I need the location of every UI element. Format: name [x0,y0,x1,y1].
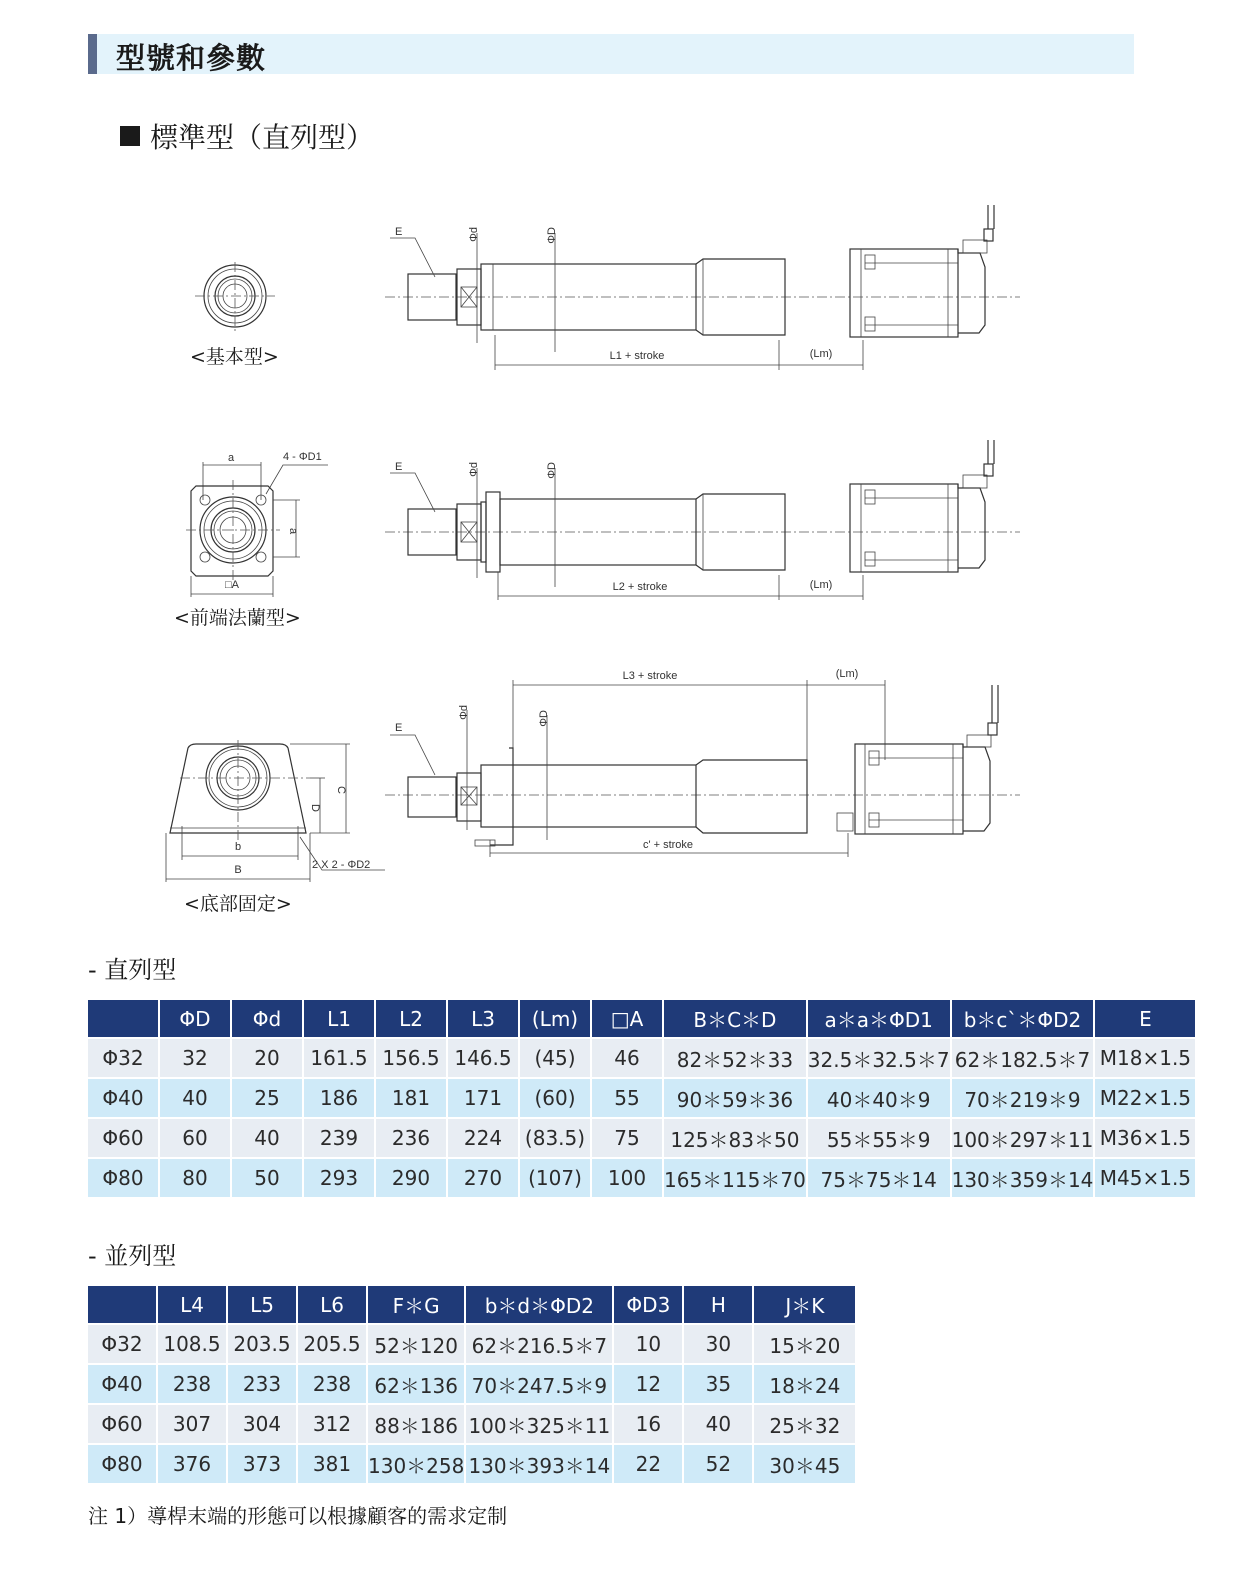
parallel-spec-table [86,1284,857,1485]
svg-text:D: D [309,804,321,812]
foot-side-view-drawing [385,665,1025,860]
table-row [88,1405,855,1443]
table-cell: 238 [298,1365,366,1403]
table-cell: 236 [376,1119,446,1157]
basic-type-caption: <基本型> [190,346,279,368]
table-cell: 156.5 [376,1039,446,1077]
svg-text:Φd: Φd [468,462,480,477]
svg-text:a: a [287,528,299,535]
column-header: F＊G [368,1286,464,1323]
column-header: ΦD [160,1000,230,1037]
table-cell: 293 [304,1159,374,1197]
table-cell: 70＊219＊9 [952,1079,1094,1117]
flange-end-view-drawing [178,450,338,600]
column-header: Φd [232,1000,302,1037]
svg-text:E: E [395,226,403,238]
table-cell: 46 [592,1039,662,1077]
table-cell: 307 [158,1405,226,1443]
table-cell: 376 [158,1445,226,1483]
table-cell: M36×1.5 [1095,1119,1195,1157]
square-bullet-icon [120,126,140,146]
inline-table-heading: - 直列型 [88,956,177,984]
table-cell: 290 [376,1159,446,1197]
table-cell: M45×1.5 [1095,1159,1195,1197]
table-cell: 20 [232,1039,302,1077]
table-cell: 130＊258 [368,1445,464,1483]
table-cell: Φ60 [88,1119,158,1157]
table-cell: 52 [684,1445,752,1483]
table-cell: 130＊393＊14 [466,1445,612,1483]
table-cell: 161.5 [304,1039,374,1077]
table-cell: 238 [158,1365,226,1403]
basic-end-view-drawing [190,262,280,342]
table-row [88,1119,1195,1157]
table-cell: 186 [304,1079,374,1117]
column-header: L6 [298,1286,366,1323]
table-cell: 181 [376,1079,446,1117]
svg-text:2 X 2 - ΦD2: 2 X 2 - ΦD2 [312,859,371,871]
table-row [88,1159,1195,1197]
table-cell: 52＊120 [368,1325,464,1363]
subtitle [120,116,374,156]
title-accent-bar [88,34,97,74]
svg-text:4 - ΦD1: 4 - ΦD1 [283,451,322,463]
table-cell: 32 [160,1039,230,1077]
table-cell: Φ60 [88,1405,156,1443]
table-cell: 80 [160,1159,230,1197]
table-cell: 55 [592,1079,662,1117]
column-header: b＊c`＊ΦD2 [952,1000,1094,1037]
bottom-fixed-caption: <底部固定> [184,893,292,915]
table-cell: 10 [614,1325,682,1363]
table-cell: (45) [520,1039,590,1077]
table-cell: 62＊136 [368,1365,464,1403]
table-cell: 15＊20 [754,1325,855,1363]
foot-end-view-drawing [160,740,390,890]
column-header: □A [592,1000,662,1037]
table-cell: 30＊45 [754,1445,855,1483]
table-cell: 40 [232,1119,302,1157]
table-cell: 270 [448,1159,518,1197]
svg-text:L1 + stroke: L1 + stroke [609,350,665,362]
table-cell: M22×1.5 [1095,1079,1195,1117]
svg-text:(Lm): (Lm) [835,668,859,680]
column-header [88,1000,158,1037]
table-cell: Φ80 [88,1159,158,1197]
table-cell: 82＊52＊33 [664,1039,806,1077]
table-row [88,1039,1195,1077]
table-cell: 35 [684,1365,752,1403]
table-cell: 50 [232,1159,302,1197]
table-cell: 75 [592,1119,662,1157]
svg-text:Φd: Φd [458,705,470,720]
front-flange-caption: <前端法蘭型> [174,607,301,629]
table-cell: 312 [298,1405,366,1443]
column-header: J＊K [754,1286,855,1323]
table-cell: (60) [520,1079,590,1117]
table-cell: Φ80 [88,1445,156,1483]
column-header: L3 [448,1000,518,1037]
table-cell: 40 [160,1079,230,1117]
svg-text:E: E [395,461,403,473]
table-cell: 18＊24 [754,1365,855,1403]
table-cell: (83.5) [520,1119,590,1157]
table-cell: 125＊83＊50 [664,1119,806,1157]
table-cell: 25 [232,1079,302,1117]
table-cell: 25＊32 [754,1405,855,1443]
svg-text:c' + stroke: c' + stroke [642,839,694,851]
flange-side-view-drawing [385,440,1025,610]
column-header: H [684,1286,752,1323]
table-row [88,1079,1195,1117]
table-cell: 16 [614,1405,682,1443]
table-cell: 60 [160,1119,230,1157]
table-cell: 100＊325＊11 [466,1405,612,1443]
table-cell: 12 [614,1365,682,1403]
table-cell: 381 [298,1445,366,1483]
table-cell: 233 [228,1365,296,1403]
column-header: L2 [376,1000,446,1037]
column-header: B＊C＊D [664,1000,806,1037]
table-cell: 205.5 [298,1325,366,1363]
table-cell: 30 [684,1325,752,1363]
column-header: L1 [304,1000,374,1037]
table-cell: (107) [520,1159,590,1197]
table-cell: Φ40 [88,1079,158,1117]
table-header-row [88,1000,1195,1037]
parallel-table-heading: - 並列型 [88,1242,177,1270]
table-cell: 146.5 [448,1039,518,1077]
svg-text:L2 + stroke: L2 + stroke [612,581,668,593]
column-header: ΦD3 [614,1286,682,1323]
column-header: b＊d＊ΦD2 [466,1286,612,1323]
table-cell: 55＊55＊9 [808,1119,950,1157]
table-cell: 100 [592,1159,662,1197]
svg-text:□A: □A [225,579,239,591]
table-cell: 165＊115＊70 [664,1159,806,1197]
svg-text:B: B [234,864,242,876]
page-title: 型號和參數 [116,41,267,75]
table-cell: 130＊359＊14 [952,1159,1094,1197]
table-cell: Φ40 [88,1365,156,1403]
table-cell: 171 [448,1079,518,1117]
svg-text:(Lm): (Lm) [809,348,833,360]
svg-text:b: b [234,841,242,853]
table-cell: 100＊297＊11 [952,1119,1094,1157]
table-cell: 304 [228,1405,296,1443]
column-header: (Lm) [520,1000,590,1037]
basic-side-view-drawing [385,205,1025,375]
svg-text:L3 + stroke: L3 + stroke [622,670,678,682]
table-cell: 40＊40＊9 [808,1079,950,1117]
table-row [88,1445,855,1483]
subtitle-text: 標準型（直列型） [150,121,375,154]
table-cell: Φ32 [88,1039,158,1077]
svg-text:Φd: Φd [468,227,480,242]
table-cell: 108.5 [158,1325,226,1363]
table-cell: 239 [304,1119,374,1157]
table-cell: 70＊247.5＊9 [466,1365,612,1403]
svg-text:E: E [395,722,403,734]
footnote: 注 1）導桿末端的形態可以根據顧客的需求定制 [88,1504,508,1528]
inline-spec-table [86,998,1197,1199]
svg-text:ΦD: ΦD [546,227,558,244]
table-row [88,1325,855,1363]
table-cell: 75＊75＊14 [808,1159,950,1197]
column-header: L4 [158,1286,226,1323]
table-header-row [88,1286,855,1323]
column-header [88,1286,156,1323]
svg-text:ΦD: ΦD [546,462,558,479]
svg-text:ΦD: ΦD [538,710,550,727]
column-header: L5 [228,1286,296,1323]
svg-text:(Lm): (Lm) [809,579,833,591]
table-row [88,1365,855,1403]
table-cell: 90＊59＊36 [664,1079,806,1117]
table-cell: 40 [684,1405,752,1443]
column-header: E [1095,1000,1195,1037]
table-cell: 22 [614,1445,682,1483]
table-cell: 224 [448,1119,518,1157]
table-cell: M18×1.5 [1095,1039,1195,1077]
table-cell: 62＊182.5＊7 [952,1039,1094,1077]
svg-text:C: C [335,786,347,794]
table-cell: Φ32 [88,1325,156,1363]
svg-text:a: a [227,452,235,464]
table-cell: 88＊186 [368,1405,464,1443]
table-cell: 62＊216.5＊7 [466,1325,612,1363]
table-cell: 373 [228,1445,296,1483]
section-title-bar [88,34,1134,74]
column-header: a＊a＊ΦD1 [808,1000,950,1037]
table-cell: 32.5＊32.5＊7 [808,1039,950,1077]
table-cell: 203.5 [228,1325,296,1363]
